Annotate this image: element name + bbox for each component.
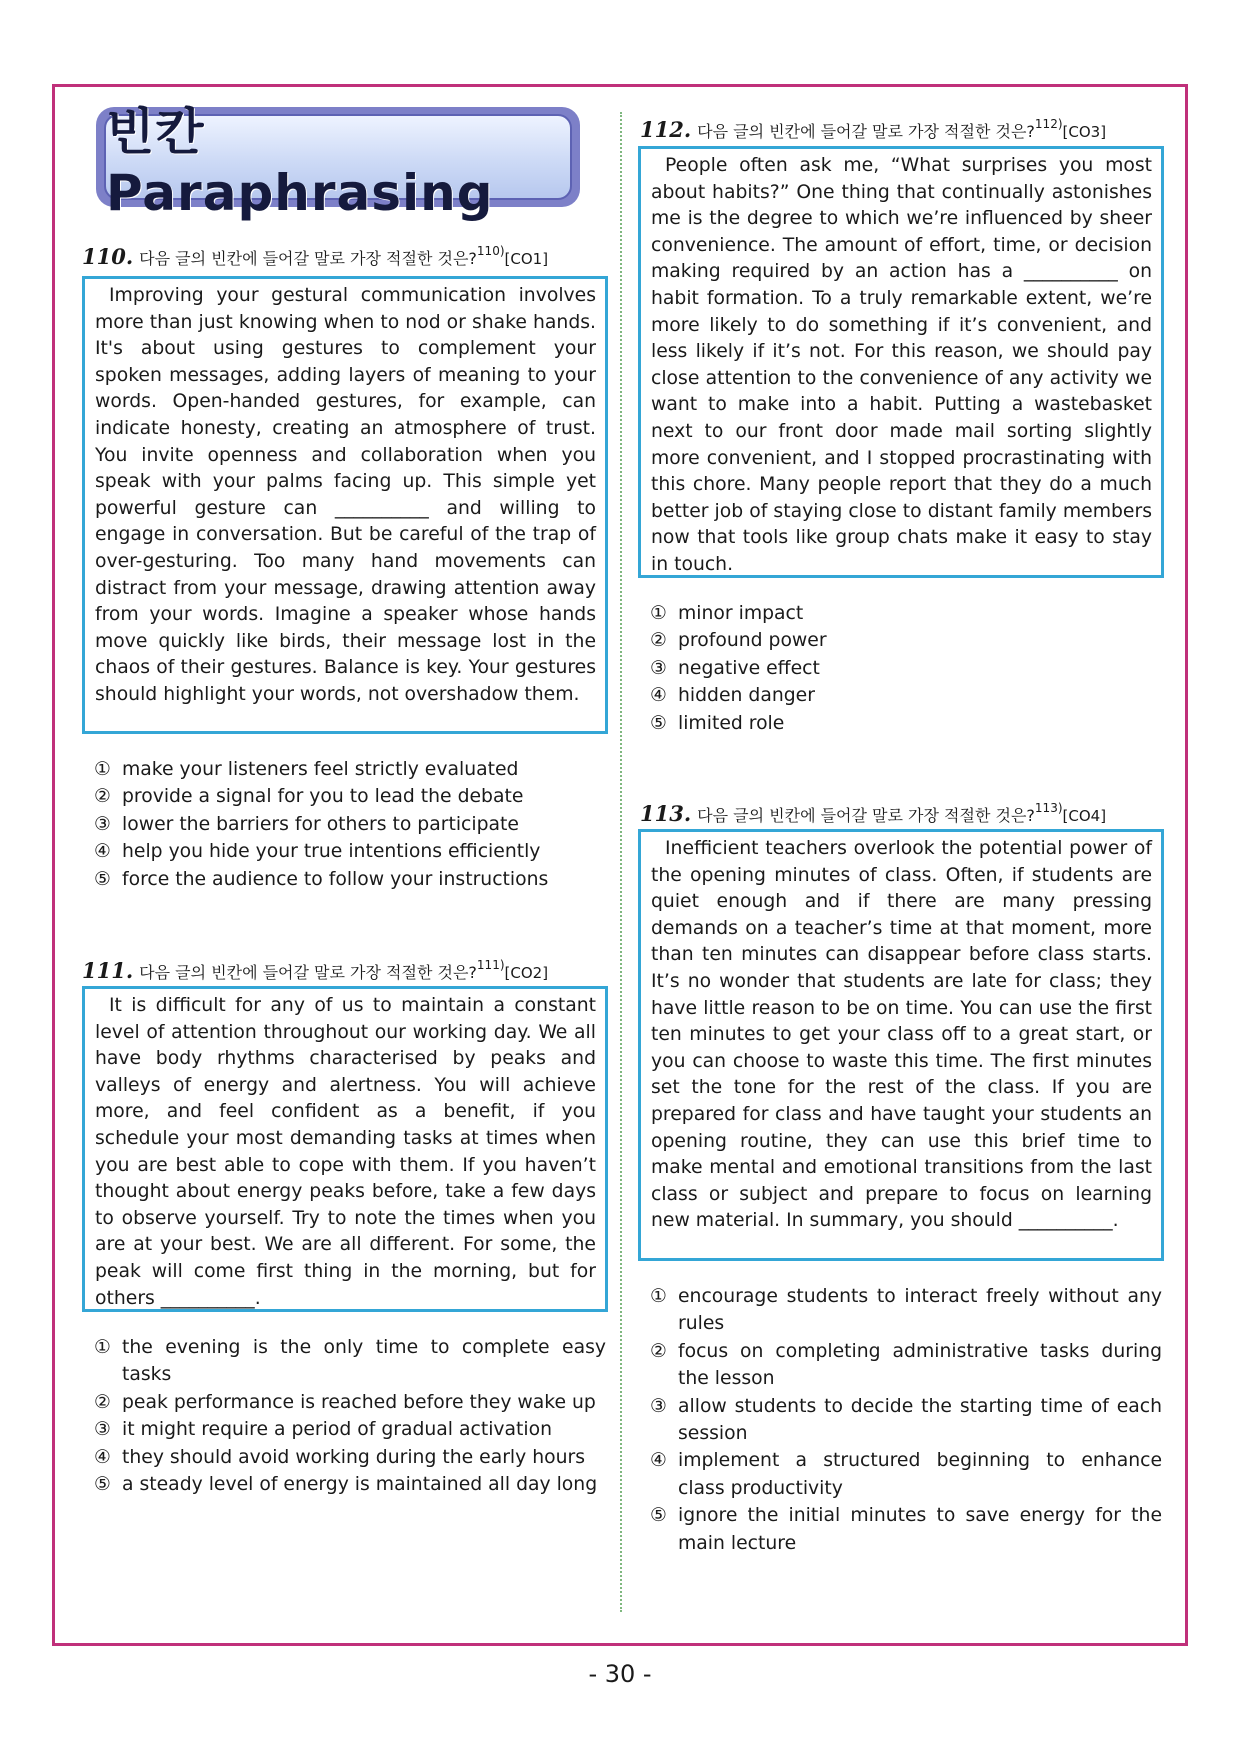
option-item[interactable] xyxy=(94,811,564,838)
option-item[interactable] xyxy=(650,1283,1162,1338)
question-113-passage xyxy=(638,829,1164,1261)
option-item[interactable] xyxy=(94,1444,606,1471)
option-marker: ④ xyxy=(650,685,667,707)
question-number: 111. xyxy=(82,958,134,983)
option-item[interactable] xyxy=(650,682,950,709)
option-item[interactable] xyxy=(650,1447,1162,1502)
option-text: limited role xyxy=(678,712,785,734)
option-text: help you hide your true intentions efficiently xyxy=(122,841,541,863)
option-text: encourage students to interact freely without any rules xyxy=(678,1286,1162,1335)
section-title-box xyxy=(104,103,572,222)
option-item[interactable] xyxy=(650,1502,1162,1557)
passage-text: It is difficult for any of us to maintain a constant level of attention throughout our working day. We all have body rhythms characterised by peaks and valleys of energy and alertness. You will achieve more, and feel confident as a benefit, if you schedule your most demanding tasks at times when you are best able to cope with them. If you haven’t thought about energy peaks before, take a few days to observe yourself. Try to note the times when you are at your best. We are all different. For some, the peak will come first thing in the morning, but for others __________. xyxy=(95,995,596,1309)
option-item[interactable] xyxy=(94,1389,606,1416)
option-marker: ⑤ xyxy=(650,712,667,734)
source-ref: 111) xyxy=(476,958,505,972)
question-110-passage xyxy=(82,276,608,734)
option-item[interactable] xyxy=(94,756,564,783)
option-marker: ④ xyxy=(94,841,111,863)
option-text: a steady level of energy is maintained all day long xyxy=(122,1474,598,1496)
source-ref: 110) xyxy=(476,244,505,258)
option-marker: ② xyxy=(94,1391,111,1413)
option-marker: ① xyxy=(650,1286,667,1307)
question-110-header xyxy=(82,244,548,269)
option-item[interactable] xyxy=(94,1416,606,1443)
option-marker: ⑤ xyxy=(94,1474,111,1496)
option-text: ignore the initial minutes to save energy for the main lecture xyxy=(678,1505,1162,1554)
passage-text: Improving your gestural communication involves more than just knowing when to nod or shake hands. It's about using gestures to complement your spoken messages, adding layers of meaning to your words. Open-handed gestures, for example, can indicate honesty, creating an atmosphere of trust. You invite openness and collaboration when you speak with your palms facing up. This simple yet powerful gesture can __________ and willing to engage in conversation. But be careful of the trap of over-gesturing. Too many hand movements can distract from your message, drawing attention away from your words. Imagine a speaker whose hands move quickly like birds, their message lost in the chaos of their gestures. Balance is key. Your gestures should highlight your words, not overshadow them. xyxy=(95,285,596,705)
source-ref: 113) xyxy=(1034,801,1063,815)
passage-text: Inefficient teachers overlook the potential power of the opening minutes of class. Often, if students are quiet enough and if there are many pressing demands on a teacher’s time at that moment, more than ten minutes can disappear before class starts. It’s no wonder that students are late for class; they have little reason to be on time. You can use the first ten minutes to get your class off to a great start, or you can choose to waste this time. The first minutes set the tone for the rest of the class. If you are prepared for class and have taught your students an opening routine, they can use this brief time to make mental and emotional transitions from the last class or subject and prepare to focus on learning new material. In summary, you should __________. xyxy=(651,838,1152,1232)
question-111-passage xyxy=(82,986,608,1312)
option-text: they should avoid working during the early hours xyxy=(122,1446,586,1468)
option-item[interactable] xyxy=(94,783,564,810)
source-ref: 112) xyxy=(1034,117,1063,131)
option-text: provide a signal for you to lead the debate xyxy=(122,786,524,808)
question-112-passage xyxy=(638,146,1164,578)
question-number: 112. xyxy=(640,117,692,142)
option-text: peak performance is reached before they wake up xyxy=(122,1391,596,1413)
option-text: force the audience to follow your instructions xyxy=(122,868,549,890)
column-divider xyxy=(620,112,622,1612)
option-marker: ① xyxy=(94,1337,111,1358)
question-prompt: 다음 글의 빈칸에 들어갈 말로 가장 적절한 것은? xyxy=(697,122,1035,141)
option-marker: ④ xyxy=(650,1450,667,1472)
option-marker: ① xyxy=(94,759,111,780)
option-text: allow students to decide the starting time of each session xyxy=(678,1395,1162,1445)
question-111-header xyxy=(82,958,548,983)
option-item[interactable] xyxy=(650,710,950,737)
page-number: - 30 - xyxy=(588,1660,652,1688)
option-item[interactable] xyxy=(94,1471,606,1498)
question-code: [CO3] xyxy=(1062,123,1107,141)
option-marker: ② xyxy=(94,786,111,808)
option-text: hidden danger xyxy=(678,685,815,707)
option-marker: ③ xyxy=(94,813,111,835)
option-marker: ② xyxy=(650,630,667,652)
option-marker: ① xyxy=(650,603,667,624)
option-text: the evening is the only time to complete easy tasks xyxy=(122,1337,606,1386)
option-item[interactable] xyxy=(650,1338,1162,1393)
question-113-header xyxy=(640,801,1106,826)
question-code: [CO1] xyxy=(504,250,549,268)
option-text: profound power xyxy=(678,630,827,652)
option-marker: ③ xyxy=(650,1395,667,1417)
option-item[interactable] xyxy=(650,600,950,627)
option-text: implement a structured beginning to enhance class productivity xyxy=(678,1450,1162,1499)
question-code: [CO4] xyxy=(1062,807,1107,825)
option-marker: ③ xyxy=(94,1419,111,1441)
option-item[interactable] xyxy=(94,1334,606,1389)
option-item[interactable] xyxy=(94,866,564,893)
question-number: 110. xyxy=(82,244,134,269)
option-marker: ⑤ xyxy=(94,868,111,890)
option-marker: ③ xyxy=(650,657,667,679)
question-110-options xyxy=(94,756,564,893)
question-number: 113. xyxy=(640,801,692,826)
question-111-options xyxy=(94,1334,606,1498)
option-text: negative effect xyxy=(678,657,820,679)
passage-text: People often ask me, “What surprises you most about habits?” One thing that continually astonishes me is the degree to which we’re influenced by sheer convenience. The amount of effort, time, or decision making required by an action has a __________ on habit formation. To a truly remarkable extent, we’re more likely to do something if it’s convenient, and less likely if it’s not. For this reason, we should pay close attention to the convenience of any activity we want to make into a habit. Putting a wastebasket next to our front door made mail sorting slightly more convenient, and I stopped procrastinating with this chore. Many people report that they do a much better job of staying close to distant family members now that tools like group chats make it easy to stay in touch. xyxy=(651,155,1152,575)
option-marker: ⑤ xyxy=(650,1505,667,1527)
option-item[interactable] xyxy=(650,655,950,682)
question-113-options xyxy=(650,1283,1162,1557)
option-item[interactable] xyxy=(94,838,564,865)
option-text: focus on completing administrative tasks during the lesson xyxy=(678,1340,1162,1390)
option-marker: ② xyxy=(650,1340,667,1362)
question-112-header xyxy=(640,117,1106,142)
option-text: minor impact xyxy=(678,603,804,624)
option-text: make your listeners feel strictly evaluated xyxy=(122,759,519,780)
option-marker: ④ xyxy=(94,1446,111,1468)
option-text: it might require a period of gradual activation xyxy=(122,1419,553,1441)
option-item[interactable] xyxy=(650,1393,1162,1448)
question-prompt: 다음 글의 빈칸에 들어갈 말로 가장 적절한 것은? xyxy=(139,249,477,268)
option-item[interactable] xyxy=(650,627,950,654)
option-text: lower the barriers for others to participate xyxy=(122,813,519,835)
question-prompt: 다음 글의 빈칸에 들어갈 말로 가장 적절한 것은? xyxy=(697,806,1035,825)
section-title: 빈칸 Paraphrasing xyxy=(106,103,494,222)
question-112-options xyxy=(650,600,950,737)
question-prompt: 다음 글의 빈칸에 들어갈 말로 가장 적절한 것은? xyxy=(139,963,477,982)
question-code: [CO2] xyxy=(504,964,549,982)
